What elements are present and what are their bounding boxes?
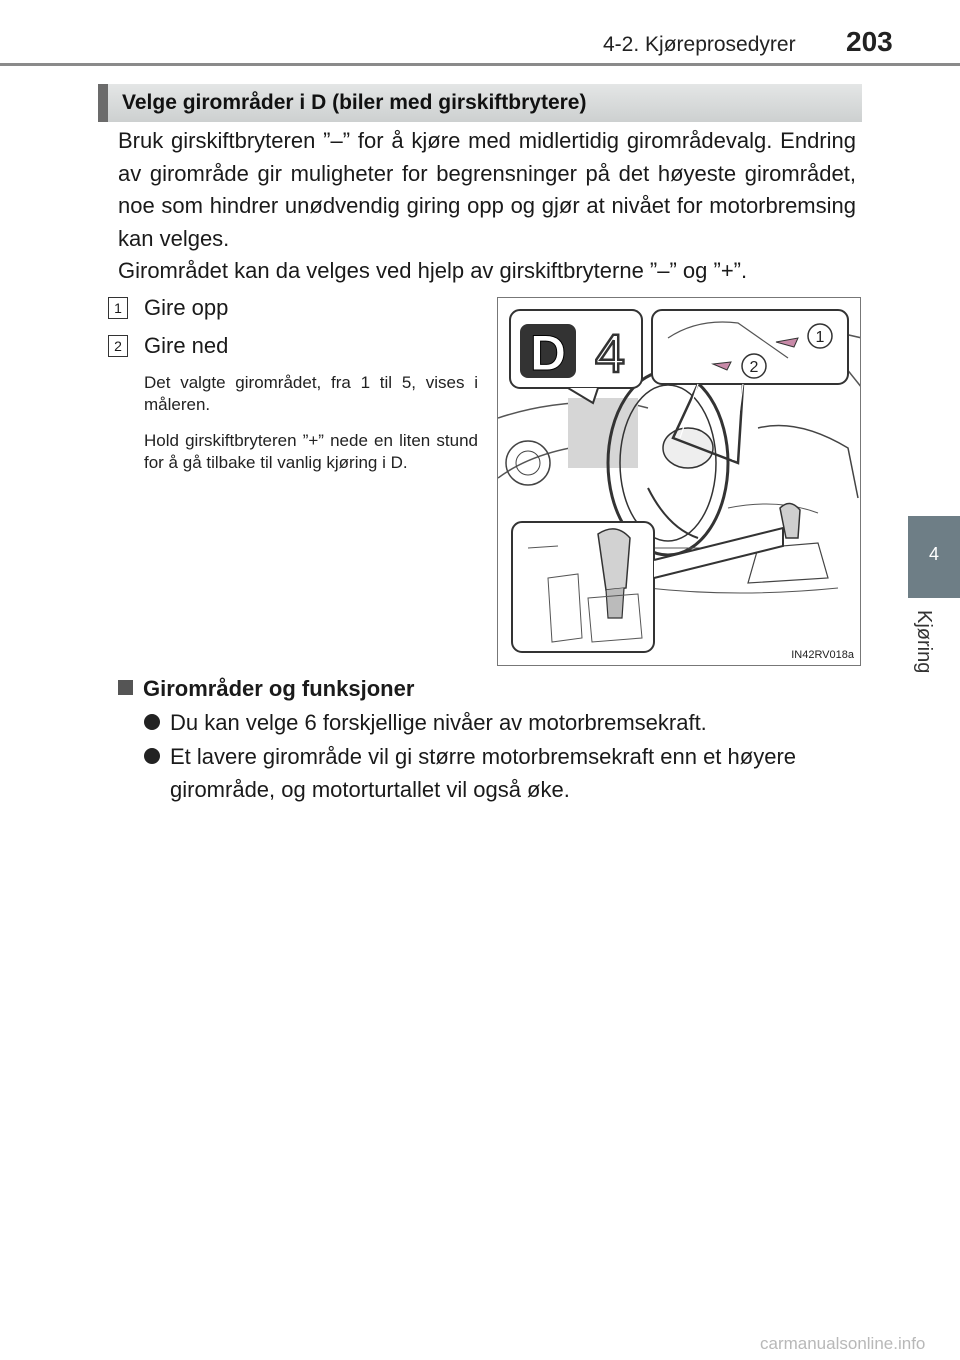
intro-paragraph-1: Bruk girskiftbryteren ”–” for å kjøre med midlertidig girområdevalg. Endring av girområde gir muligheter for begrensninger på det høyeste girområdet, noe som hindrer unødvendig giring opp og gjør at nivået for motorbremsing kan velges. <box>118 128 856 251</box>
figure-code: IN42RV018a <box>791 649 854 661</box>
cockpit-drawing <box>498 298 861 666</box>
note-gear-display: Det valgte girområdet, fra 1 til 5, vises i måleren. <box>144 373 478 414</box>
header-divider <box>0 63 960 66</box>
display-gear-letter: D <box>529 325 567 381</box>
intro-paragraph-2: Girområdet kan da velges ved hjelp av girskiftbryterne ”–” og ”+”. <box>118 258 748 283</box>
bullet-text: Du kan velge 6 forskjellige nivåer av motorbremsekraft. <box>170 710 707 735</box>
subsection-heading <box>118 676 414 702</box>
section-title-bar <box>98 84 862 122</box>
item-label: Gire ned <box>144 333 229 358</box>
bullet-dot-icon <box>144 748 160 764</box>
callout-2: 2 <box>749 359 759 376</box>
chapter-label: Kjøring <box>913 610 935 674</box>
display-gear-number: 4 <box>594 324 626 384</box>
item-number-box: 1 <box>108 297 128 319</box>
item-number-box: 2 <box>108 335 128 357</box>
bullet-text: Et lavere girområde vil gi større motorbremsekraft enn et høyere girområde, og motorturtallet vil også øke. <box>170 744 797 802</box>
section-title: Velge girområder i D (biler med girskiftbrytere) <box>122 91 587 114</box>
note-return-to-d: Hold girskiftbryteren ”+” nede en liten stund for å gå tilbake til vanlig kjøring i D. <box>144 431 478 472</box>
intro-text <box>118 125 856 288</box>
page-number: 203 <box>846 26 893 57</box>
chapter-tab <box>908 516 960 598</box>
header-section-title: 4-2. Kjøreprosedyrer <box>603 33 796 56</box>
subsection-title: Girområder og funksjoner <box>143 676 415 701</box>
square-bullet-icon <box>118 680 133 695</box>
item-label: Gire opp <box>144 295 229 320</box>
callout-1: 1 <box>815 329 825 346</box>
cockpit-illustration <box>497 297 861 666</box>
bullet-dot-icon <box>144 714 160 730</box>
chapter-number: 4 <box>928 544 939 564</box>
watermark: carmanualsonline.info <box>760 1334 926 1353</box>
